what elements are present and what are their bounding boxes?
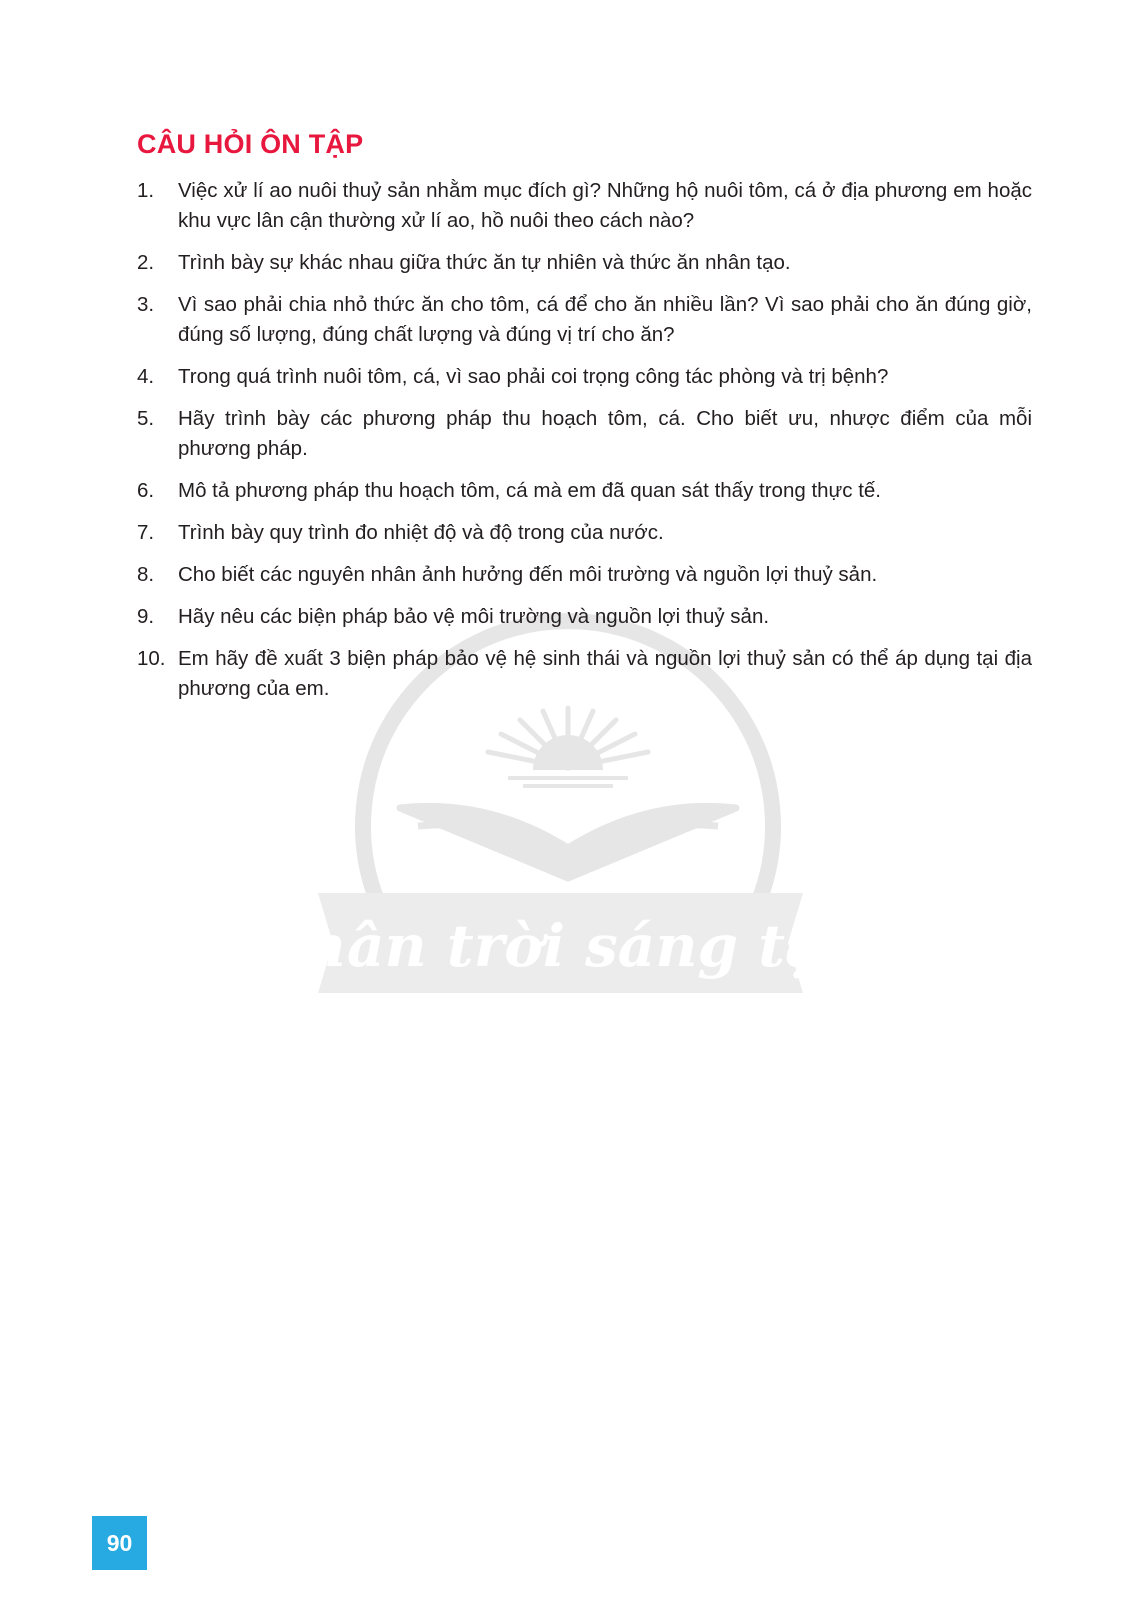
question-item xyxy=(137,404,1032,464)
question-text: Trình bày quy trình đo nhiệt độ và độ trong của nước. xyxy=(178,521,664,544)
question-number: 1. xyxy=(137,179,155,202)
question-item xyxy=(137,518,1032,548)
question-item xyxy=(137,290,1032,350)
question-item xyxy=(137,362,1032,392)
question-number: 3. xyxy=(137,293,155,316)
question-item xyxy=(137,176,1032,236)
question-item xyxy=(137,644,1032,704)
question-text: Cho biết các nguyên nhân ảnh hưởng đến môi trường và nguồn lợi thuỷ sản. xyxy=(178,563,878,586)
question-list xyxy=(137,176,1032,704)
question-text: Trong quá trình nuôi tôm, cá, vì sao phải coi trọng công tác phòng và trị bệnh? xyxy=(178,365,889,388)
question-text: Em hãy đề xuất 3 biện pháp bảo vệ hệ sinh thái và nguồn lợi thuỷ sản có thể áp dụng tại địa phương của em. xyxy=(178,647,1032,700)
question-text: Mô tả phương pháp thu hoạch tôm, cá mà em đã quan sát thấy trong thực tế. xyxy=(178,479,881,502)
question-number: 6. xyxy=(137,479,155,502)
question-text: Hãy nêu các biện pháp bảo vệ môi trường và nguồn lợi thuỷ sản. xyxy=(178,605,770,628)
question-text: Việc xử lí ao nuôi thuỷ sản nhằm mục đích gì? Những hộ nuôi tôm, cá ở địa phương em hoặc khu vực lân cận thường xử lí ao, hồ nuôi theo cách nào? xyxy=(178,179,1032,232)
question-number: 2. xyxy=(137,251,155,274)
question-number: 7. xyxy=(137,521,155,544)
question-item xyxy=(137,602,1032,632)
question-text: Hãy trình bày các phương pháp thu hoạch tôm, cá. Cho biết ưu, nhược điểm của mỗi phương pháp. xyxy=(178,407,1032,460)
question-text: Vì sao phải chia nhỏ thức ăn cho tôm, cá để cho ăn nhiều lần? Vì sao phải cho ăn đúng giờ, đúng số lượng, đúng chất lượng và đúng vị trí cho ăn? xyxy=(178,293,1032,346)
question-text: Trình bày sự khác nhau giữa thức ăn tự nhiên và thức ăn nhân tạo. xyxy=(178,251,791,274)
section-title: CÂU HỎI ÔN TẬP xyxy=(137,129,364,159)
watermark-text: Chân trời sáng tạo xyxy=(258,912,862,980)
question-item xyxy=(137,560,1032,590)
question-number: 4. xyxy=(137,365,155,388)
page-number-badge: 90 xyxy=(92,1516,147,1570)
question-item xyxy=(137,248,1032,278)
question-number: 10. xyxy=(137,647,166,670)
question-number: 8. xyxy=(137,563,155,586)
question-number: 9. xyxy=(137,605,155,628)
question-number: 5. xyxy=(137,407,155,430)
review-questions-section xyxy=(137,126,1032,716)
question-item xyxy=(137,476,1032,506)
